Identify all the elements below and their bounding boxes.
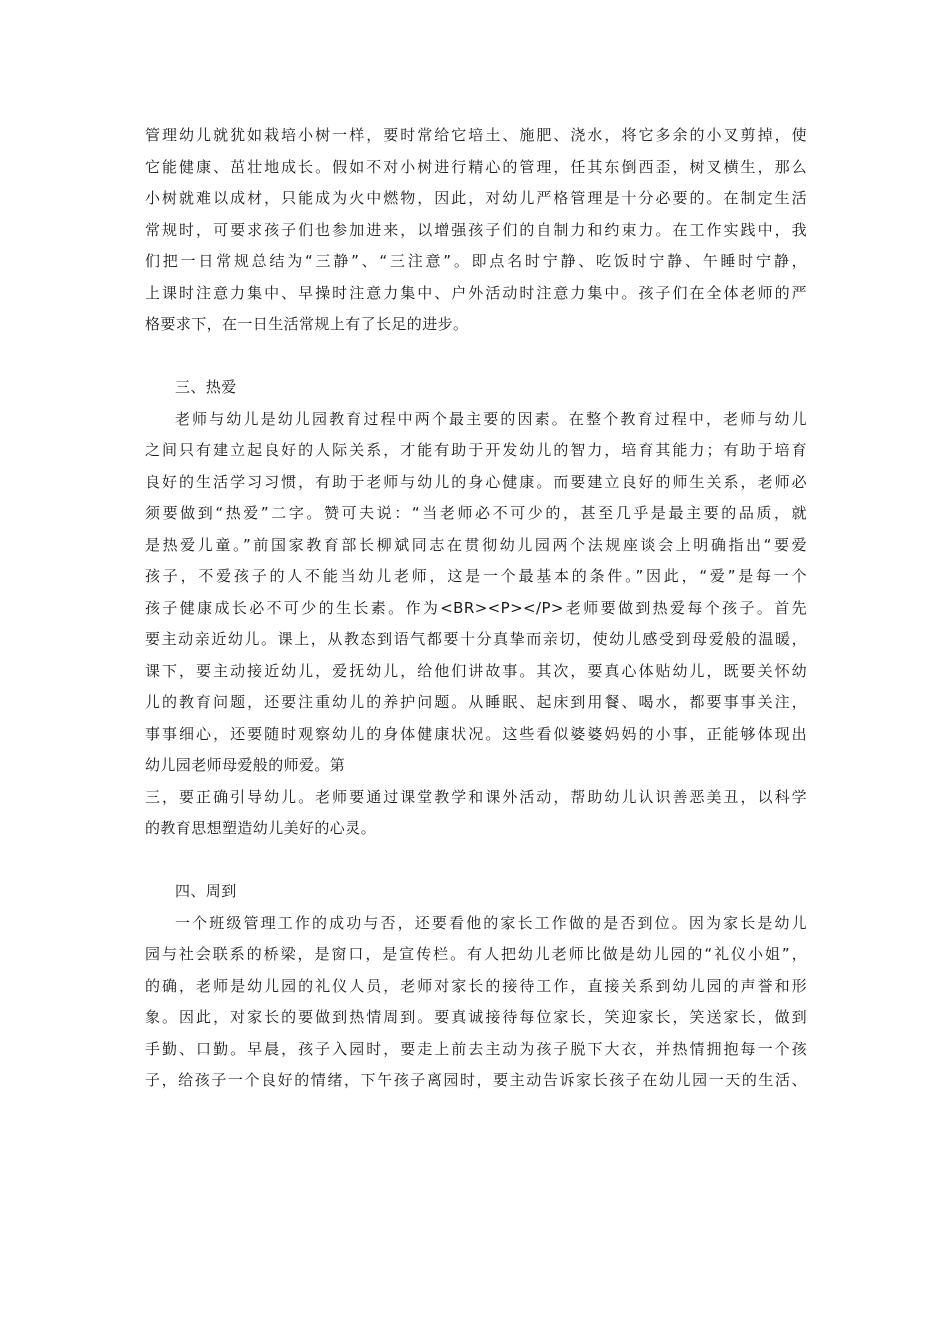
section-heading: 四、周到 [175, 882, 237, 900]
paragraph-line: 象。因此，对家长的要做到热情周到。要真诚接待每位家长，笑迎家长，笑送家长，做到 [145, 1008, 807, 1026]
paragraph-line: 一个班级管理工作的成功与否，还要看他的家长工作做的是否到位。因为家长是幼儿 [175, 913, 807, 932]
paragraph-line: 幼儿园老师母爱般的师爱。第 [145, 756, 346, 774]
paragraph-line: 子，给孩子一个良好的情绪，下午孩子离园时，要主动告诉家长孩子在幼儿园一天的生活、 [145, 1071, 807, 1089]
paragraph-gap [145, 845, 807, 877]
paragraph-line: 的确，老师是幼儿园的礼仪人员，老师对家长的接待工作，直接关系到幼儿园的声誉和形 [145, 976, 807, 995]
paragraph-line: 常规时，可要求孩子们也参加进来，以增强孩子们的自制力和约束力。在工作实践中，我 [145, 220, 807, 239]
paragraph-line: 它能健康、茁壮地成长。假如不对小树进行精心的管理，任其东倒西歪，树叉横生，那么 [145, 157, 807, 176]
section-heading: 三、热爱 [175, 378, 237, 396]
paragraph-line: 三，要正确引导幼儿。老师要通过课堂教学和课外活动，帮助幼儿认识善恶美丑，以科学 [145, 787, 807, 806]
paragraph-line: 孩子健康成长必不可少的生长素。作为<BR><P></P>老师要做到热爱每个孩子。首先 [145, 598, 807, 617]
paragraph-line: 孩子，不爱孩子的人不能当幼儿老师，这是一个最基本的条件。”因此，“爱”是每一个 [145, 567, 807, 585]
paragraph-line: 事事细心，还要随时观察幼儿的身体健康状况。这些看似婆婆妈妈的小事，正能够体现出 [145, 724, 807, 743]
paragraph-line: 课下，要主动接近幼儿，爱抚幼儿，给他们讲故事。其次，要真心体贴幼儿，既要关怀幼 [145, 661, 807, 680]
paragraph-line: 要主动亲近幼儿。课上，从教态到语气都要十分真挚而亲切，使幼儿感受到母爱般的温暖， [145, 630, 807, 648]
document-page [145, 120, 807, 1097]
paragraph-line: 良好的生活学习习惯，有助于老师与幼儿的身心健康。而要建立良好的师生关系，老师必 [145, 472, 807, 491]
paragraph-line: 的教育思想塑造幼儿美好的心灵。 [145, 819, 377, 837]
paragraph-line: 上课时注意力集中、早操时注意力集中、户外活动时注意力集中。孩子们在全体老师的严 [145, 283, 807, 302]
paragraph-line: 小树就难以成材，只能成为火中燃物，因此，对幼儿严格管理是十分必要的。在制定生活 [145, 189, 807, 207]
paragraph-line: 们把一日常规总结为“三静”、“三注意”。即点名时宁静、吃饭时宁静、午睡时宁静， [145, 252, 807, 270]
paragraph-line: 老师与幼儿是幼儿园教育过程中两个最主要的因素。在整个教育过程中，老师与幼儿 [175, 409, 807, 428]
paragraph-line: 须要做到“热爱”二字。赞可夫说：“当老师必不可少的，甚至几乎是最主要的品质，就 [145, 504, 807, 522]
paragraph-line: 管理幼儿就犹如栽培小树一样，要时常给它培土、施肥、浇水，将它多余的小叉剪掉，使 [145, 126, 807, 144]
paragraph-line: 手勤、口勤。早晨，孩子入园时，要走上前去主动为孩子脱下大衣，并热情拥抱每一个孩 [145, 1039, 807, 1058]
paragraph-line: 园与社会联系的桥梁，是窗口，是宣传栏。有人把幼儿老师比做是幼儿园的“礼仪小姐”， [145, 945, 807, 963]
paragraph-line: 儿的教育问题，还要注重幼儿的养护问题。从睡眠、起床到用餐、喝水，都要事事关注， [145, 693, 807, 711]
paragraph-line: 之间只有建立起良好的人际关系，才能有助于开发幼儿的智力，培育其能力；有助于培育 [145, 441, 807, 459]
paragraph-gap [145, 341, 807, 373]
paragraph-line: 格要求下，在一日生活常规上有了长足的进步。 [145, 315, 469, 333]
paragraph-line: 是热爱儿童。”前国家教育部长柳斌同志在贯彻幼儿园两个法规座谈会上明确指出“要爱 [145, 535, 807, 554]
